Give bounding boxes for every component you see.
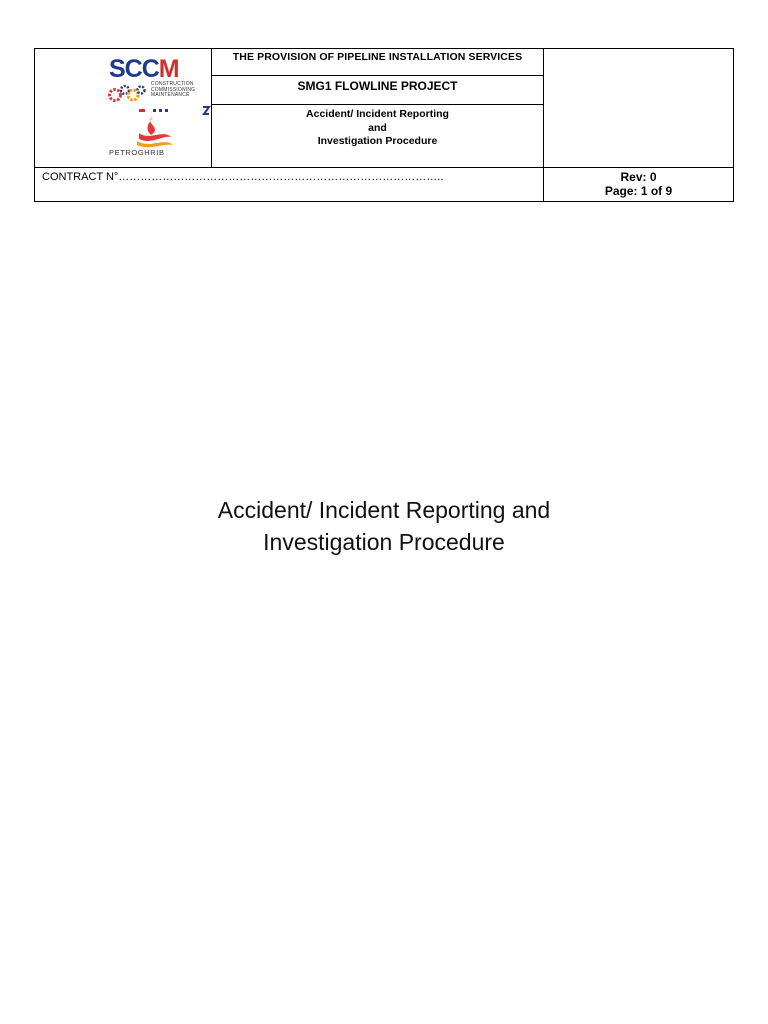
sccm-logo-accent: M bbox=[158, 55, 179, 83]
title-column bbox=[212, 49, 544, 167]
revision-cell bbox=[544, 167, 733, 201]
sccm-sub-line: MAINTENANCE bbox=[151, 92, 190, 98]
contract-number: CONTRACT N°…………………………………………………………………………….. bbox=[35, 167, 544, 201]
revision-label: Rev: 0 bbox=[620, 170, 657, 184]
blank-header-cell bbox=[544, 49, 733, 167]
sccm-logo-subtitle bbox=[151, 82, 195, 99]
logo-cell bbox=[35, 49, 212, 167]
sccm-sub-line: COMMISSIONING bbox=[151, 86, 196, 93]
contract-scope-title: THE PROVISION OF PIPELINE INSTALLATION SERVICES bbox=[212, 49, 543, 76]
document-title-line: Investigation Procedure bbox=[263, 529, 505, 555]
sccm-logo-text: SCC bbox=[109, 55, 159, 83]
sccm-sub-line: CONSTRUCTION bbox=[151, 81, 194, 87]
project-name: SMG1 FLOWLINE PROJECT bbox=[212, 76, 543, 105]
procedure-title-header bbox=[212, 105, 543, 167]
procedure-title-line: Investigation Procedure bbox=[317, 135, 438, 147]
document-header-table bbox=[34, 48, 734, 202]
procedure-title-line: Accident/ Incident Reporting bbox=[306, 108, 449, 120]
procedure-title-line: and bbox=[368, 121, 387, 134]
page-number: Page: 1 of 9 bbox=[604, 184, 673, 198]
petroghrib-flame-icon bbox=[133, 115, 177, 149]
document-title-line: Accident/ Incident Reporting and bbox=[217, 497, 551, 523]
sccm-logo bbox=[109, 55, 179, 84]
document-title bbox=[0, 494, 768, 558]
petroghrib-logo-label: PETROGHRIB bbox=[109, 148, 165, 157]
